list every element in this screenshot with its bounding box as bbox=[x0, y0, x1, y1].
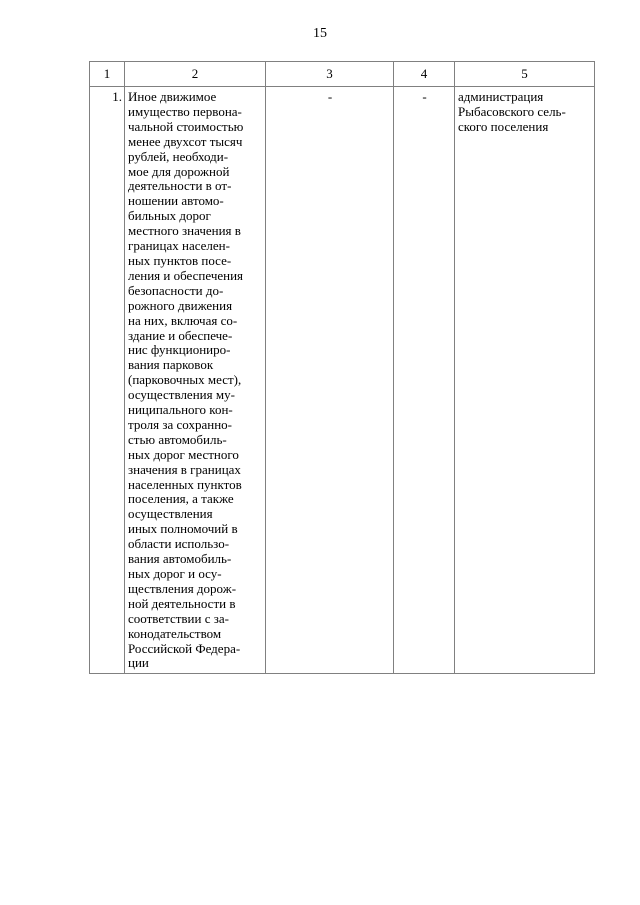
col-3-value: - bbox=[266, 87, 394, 674]
header-col-4: 4 bbox=[394, 62, 455, 87]
col-4-value: - bbox=[394, 87, 455, 674]
owner-name: администрация Рыбасовского сель- ского поселения bbox=[455, 87, 595, 674]
page-number: 15 bbox=[313, 26, 327, 41]
table-row bbox=[90, 87, 595, 674]
header-col-5: 5 bbox=[455, 62, 595, 87]
header-col-2: 2 bbox=[125, 62, 266, 87]
header-col-3: 3 bbox=[266, 62, 394, 87]
property-table bbox=[89, 61, 595, 674]
property-description: Иное движимое имущество первона- чальной стоимостью менее двухсот тысяч рублей, необходи- мое для дорожной деятельности в от- ношении автомо- бильных дорог местного значения в границах населен- ных пунктов посе- ления и обеспечения безопасности до- рожного движения на них, включая со- здание и обеспече- нис функциониро- вания парковок (парковочных мест), осуществления му- ниципального кон- троля за сохранно- стью автомобиль- ных дорог местного значения в границах населенных пунктов поселения, а также осуществления иных полномочий в области использо- вания автомобиль- ных дорог и осу- ществления дорож- ной деятельности в соответствии с за- конодательством Российской Федера- ции bbox=[125, 87, 266, 674]
row-number: 1. bbox=[90, 87, 125, 674]
table-header-row bbox=[90, 62, 595, 87]
header-col-1: 1 bbox=[90, 62, 125, 87]
